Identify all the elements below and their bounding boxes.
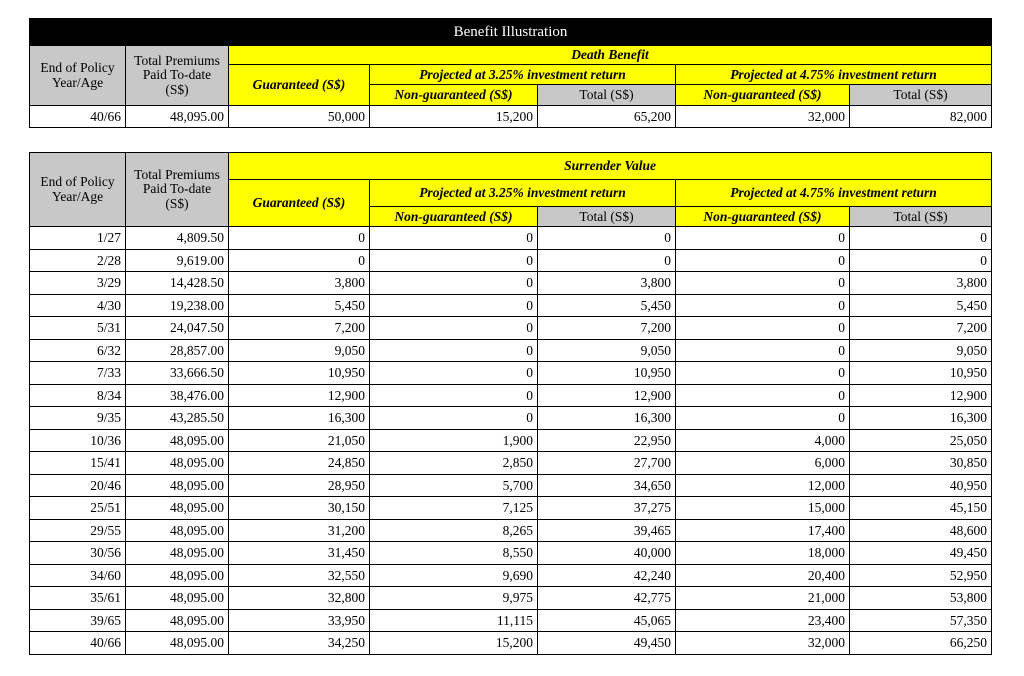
guaranteed-cell: 31,200: [229, 519, 370, 542]
total-low-cell: 5,450: [538, 294, 676, 317]
policy-year-age-cell: 9/35: [30, 407, 126, 430]
total-premiums-cell: 19,238.00: [126, 294, 229, 317]
table-row: [30, 474, 992, 497]
surrender-value-header: Surrender Value: [229, 153, 992, 180]
policy-year-age-cell: 40/66: [30, 106, 126, 128]
table-row: [30, 452, 992, 475]
guaranteed-cell: 34,250: [229, 632, 370, 655]
projected-high-header: Projected at 4.75% investment return: [676, 180, 992, 207]
total-low-cell: 22,950: [538, 429, 676, 452]
policy-year-age-cell: 35/61: [30, 587, 126, 610]
non-guaranteed-high-cell: 0: [676, 294, 850, 317]
guaranteed-cell: 12,900: [229, 384, 370, 407]
guaranteed-header: Guaranteed (S$): [229, 180, 370, 227]
policy-year-age-cell: 3/29: [30, 272, 126, 295]
table-row: [30, 317, 992, 340]
total-premiums-cell: 38,476.00: [126, 384, 229, 407]
total-low-cell: 12,900: [538, 384, 676, 407]
total-premiums-cell: 48,095.00: [126, 519, 229, 542]
total-low-cell: 3,800: [538, 272, 676, 295]
non-guaranteed-high-cell: 23,400: [676, 609, 850, 632]
policy-year-age-cell: 4/30: [30, 294, 126, 317]
total-high-cell: 30,850: [850, 452, 992, 475]
death-benefit-header: Death Benefit: [229, 46, 992, 65]
non-guaranteed-high-cell: 17,400: [676, 519, 850, 542]
non-guaranteed-high-cell: 32,000: [676, 106, 850, 128]
total-high-cell: 52,950: [850, 564, 992, 587]
death-benefit-table: [29, 18, 992, 128]
table-row: [30, 564, 992, 587]
non-guaranteed-low-cell: 1,900: [370, 429, 538, 452]
total-high-cell: 53,800: [850, 587, 992, 610]
guaranteed-cell: 32,550: [229, 564, 370, 587]
total-premiums-cell: 48,095.00: [126, 429, 229, 452]
guaranteed-cell: 16,300: [229, 407, 370, 430]
total-premiums-cell: 48,095.00: [126, 632, 229, 655]
total-low-cell: 9,050: [538, 339, 676, 362]
total-premiums-cell: 9,619.00: [126, 249, 229, 272]
total-high-cell: 5,450: [850, 294, 992, 317]
guaranteed-cell: 33,950: [229, 609, 370, 632]
total-high-cell: 25,050: [850, 429, 992, 452]
total-premiums-cell: 48,095.00: [126, 587, 229, 610]
policy-year-age-cell: 20/46: [30, 474, 126, 497]
total-low-cell: 45,065: [538, 609, 676, 632]
total-premiums-cell: 48,095.00: [126, 497, 229, 520]
non-guaranteed-high-cell: 21,000: [676, 587, 850, 610]
total-low-cell: 16,300: [538, 407, 676, 430]
total-high-header: Total (S$): [850, 207, 992, 227]
policy-year-age-cell: 6/32: [30, 339, 126, 362]
non-guaranteed-low-cell: 8,550: [370, 542, 538, 565]
non-guaranteed-low-cell: 0: [370, 249, 538, 272]
policy-year-age-header: End of Policy Year/Age: [30, 46, 126, 106]
non-guaranteed-low-cell: 5,700: [370, 474, 538, 497]
non-guaranteed-high-cell: 0: [676, 317, 850, 340]
guaranteed-cell: 21,050: [229, 429, 370, 452]
guaranteed-cell: 0: [229, 227, 370, 250]
guaranteed-cell: 7,200: [229, 317, 370, 340]
non-guaranteed-high-cell: 0: [676, 384, 850, 407]
guaranteed-cell: 5,450: [229, 294, 370, 317]
total-high-cell: 40,950: [850, 474, 992, 497]
surrender-value-body: [30, 227, 992, 655]
non-guaranteed-high-cell: 0: [676, 249, 850, 272]
header-row-1: [30, 46, 992, 65]
policy-year-age-cell: 40/66: [30, 632, 126, 655]
non-guaranteed-low-cell: 0: [370, 294, 538, 317]
policy-year-age-cell: 5/31: [30, 317, 126, 340]
non-guaranteed-low-cell: 0: [370, 339, 538, 362]
table-row: [30, 519, 992, 542]
non-guaranteed-high-cell: 0: [676, 227, 850, 250]
table-row: [30, 609, 992, 632]
total-premiums-cell: 48,095.00: [126, 542, 229, 565]
total-high-cell: 82,000: [850, 106, 992, 128]
table-row: [30, 362, 992, 385]
total-high-header: Total (S$): [850, 85, 992, 106]
total-premiums-header: Total Premiums Paid To-date (S$): [126, 46, 229, 106]
non-guaranteed-high-cell: 15,000: [676, 497, 850, 520]
table-row: [30, 227, 992, 250]
guaranteed-cell: 10,950: [229, 362, 370, 385]
total-high-cell: 57,350: [850, 609, 992, 632]
projected-low-header: Projected at 3.25% investment return: [370, 180, 676, 207]
total-low-cell: 34,650: [538, 474, 676, 497]
non-guaranteed-low-header: Non-guaranteed (S$): [370, 85, 538, 106]
total-low-cell: 39,465: [538, 519, 676, 542]
non-guaranteed-high-cell: 0: [676, 407, 850, 430]
table-row: [30, 272, 992, 295]
non-guaranteed-high-cell: 32,000: [676, 632, 850, 655]
policy-year-age-cell: 15/41: [30, 452, 126, 475]
total-low-header: Total (S$): [538, 85, 676, 106]
non-guaranteed-low-cell: 7,125: [370, 497, 538, 520]
non-guaranteed-high-cell: 4,000: [676, 429, 850, 452]
total-high-cell: 9,050: [850, 339, 992, 362]
surrender-value-table: [29, 152, 992, 655]
non-guaranteed-low-cell: 0: [370, 384, 538, 407]
table-row: [30, 497, 992, 520]
guaranteed-cell: 30,150: [229, 497, 370, 520]
non-guaranteed-high-cell: 6,000: [676, 452, 850, 475]
total-low-cell: 49,450: [538, 632, 676, 655]
non-guaranteed-low-cell: 9,975: [370, 587, 538, 610]
total-low-cell: 0: [538, 227, 676, 250]
non-guaranteed-low-cell: 0: [370, 272, 538, 295]
non-guaranteed-high-cell: 0: [676, 362, 850, 385]
title-row: [30, 19, 992, 46]
non-guaranteed-low-cell: 0: [370, 362, 538, 385]
non-guaranteed-low-cell: 15,200: [370, 632, 538, 655]
total-high-cell: 12,900: [850, 384, 992, 407]
total-low-cell: 0: [538, 249, 676, 272]
non-guaranteed-low-cell: 0: [370, 317, 538, 340]
non-guaranteed-high-header: Non-guaranteed (S$): [676, 207, 850, 227]
non-guaranteed-low-cell: 0: [370, 407, 538, 430]
death-benefit-body: [30, 106, 992, 128]
non-guaranteed-high-cell: 12,000: [676, 474, 850, 497]
guaranteed-cell: 0: [229, 249, 370, 272]
table-row: [30, 429, 992, 452]
non-guaranteed-high-header: Non-guaranteed (S$): [676, 85, 850, 106]
total-high-cell: 66,250: [850, 632, 992, 655]
non-guaranteed-low-cell: 8,265: [370, 519, 538, 542]
policy-year-age-cell: 7/33: [30, 362, 126, 385]
table-row: [30, 542, 992, 565]
total-premiums-cell: 48,095.00: [126, 609, 229, 632]
non-guaranteed-low-cell: 9,690: [370, 564, 538, 587]
policy-year-age-header: End of Policy Year/Age: [30, 153, 126, 227]
total-premiums-cell: 4,809.50: [126, 227, 229, 250]
guaranteed-cell: 32,800: [229, 587, 370, 610]
guaranteed-header: Guaranteed (S$): [229, 65, 370, 106]
guaranteed-cell: 3,800: [229, 272, 370, 295]
guaranteed-cell: 31,450: [229, 542, 370, 565]
non-guaranteed-low-cell: 2,850: [370, 452, 538, 475]
total-premiums-cell: 48,095.00: [126, 452, 229, 475]
header-row-1: [30, 153, 992, 180]
policy-year-age-cell: 29/55: [30, 519, 126, 542]
total-low-cell: 10,950: [538, 362, 676, 385]
table-row: [30, 106, 992, 128]
policy-year-age-cell: 30/56: [30, 542, 126, 565]
guaranteed-cell: 50,000: [229, 106, 370, 128]
total-premiums-cell: 48,095.00: [126, 474, 229, 497]
guaranteed-cell: 24,850: [229, 452, 370, 475]
total-low-cell: 42,775: [538, 587, 676, 610]
projected-low-header: Projected at 3.25% investment return: [370, 65, 676, 85]
table-row: [30, 632, 992, 655]
total-high-cell: 0: [850, 227, 992, 250]
total-premiums-cell: 33,666.50: [126, 362, 229, 385]
guaranteed-cell: 9,050: [229, 339, 370, 362]
table-row: [30, 407, 992, 430]
policy-year-age-cell: 10/36: [30, 429, 126, 452]
policy-year-age-cell: 1/27: [30, 227, 126, 250]
non-guaranteed-high-cell: 0: [676, 339, 850, 362]
policy-year-age-cell: 39/65: [30, 609, 126, 632]
total-high-cell: 10,950: [850, 362, 992, 385]
total-low-cell: 40,000: [538, 542, 676, 565]
table-row: [30, 294, 992, 317]
total-low-cell: 27,700: [538, 452, 676, 475]
non-guaranteed-low-cell: 15,200: [370, 106, 538, 128]
non-guaranteed-low-header: Non-guaranteed (S$): [370, 207, 538, 227]
policy-year-age-cell: 34/60: [30, 564, 126, 587]
total-low-cell: 7,200: [538, 317, 676, 340]
guaranteed-cell: 28,950: [229, 474, 370, 497]
policy-year-age-cell: 25/51: [30, 497, 126, 520]
table-row: [30, 339, 992, 362]
total-high-cell: 45,150: [850, 497, 992, 520]
policy-year-age-cell: 8/34: [30, 384, 126, 407]
total-premiums-header: Total Premiums Paid To-date (S$): [126, 153, 229, 227]
total-high-cell: 16,300: [850, 407, 992, 430]
non-guaranteed-high-cell: 18,000: [676, 542, 850, 565]
total-low-header: Total (S$): [538, 207, 676, 227]
total-premiums-cell: 48,095.00: [126, 106, 229, 128]
table-row: [30, 384, 992, 407]
total-low-cell: 42,240: [538, 564, 676, 587]
total-premiums-cell: 43,285.50: [126, 407, 229, 430]
total-high-cell: 3,800: [850, 272, 992, 295]
total-high-cell: 0: [850, 249, 992, 272]
total-premiums-cell: 28,857.00: [126, 339, 229, 362]
total-low-cell: 65,200: [538, 106, 676, 128]
table-row: [30, 587, 992, 610]
projected-high-header: Projected at 4.75% investment return: [676, 65, 992, 85]
total-premiums-cell: 14,428.50: [126, 272, 229, 295]
table-row: [30, 249, 992, 272]
benefit-illustration-title: Benefit Illustration: [30, 19, 992, 46]
non-guaranteed-high-cell: 0: [676, 272, 850, 295]
total-low-cell: 37,275: [538, 497, 676, 520]
non-guaranteed-low-cell: 0: [370, 227, 538, 250]
total-premiums-cell: 48,095.00: [126, 564, 229, 587]
total-high-cell: 48,600: [850, 519, 992, 542]
total-high-cell: 49,450: [850, 542, 992, 565]
non-guaranteed-high-cell: 20,400: [676, 564, 850, 587]
non-guaranteed-low-cell: 11,115: [370, 609, 538, 632]
policy-year-age-cell: 2/28: [30, 249, 126, 272]
total-premiums-cell: 24,047.50: [126, 317, 229, 340]
total-high-cell: 7,200: [850, 317, 992, 340]
